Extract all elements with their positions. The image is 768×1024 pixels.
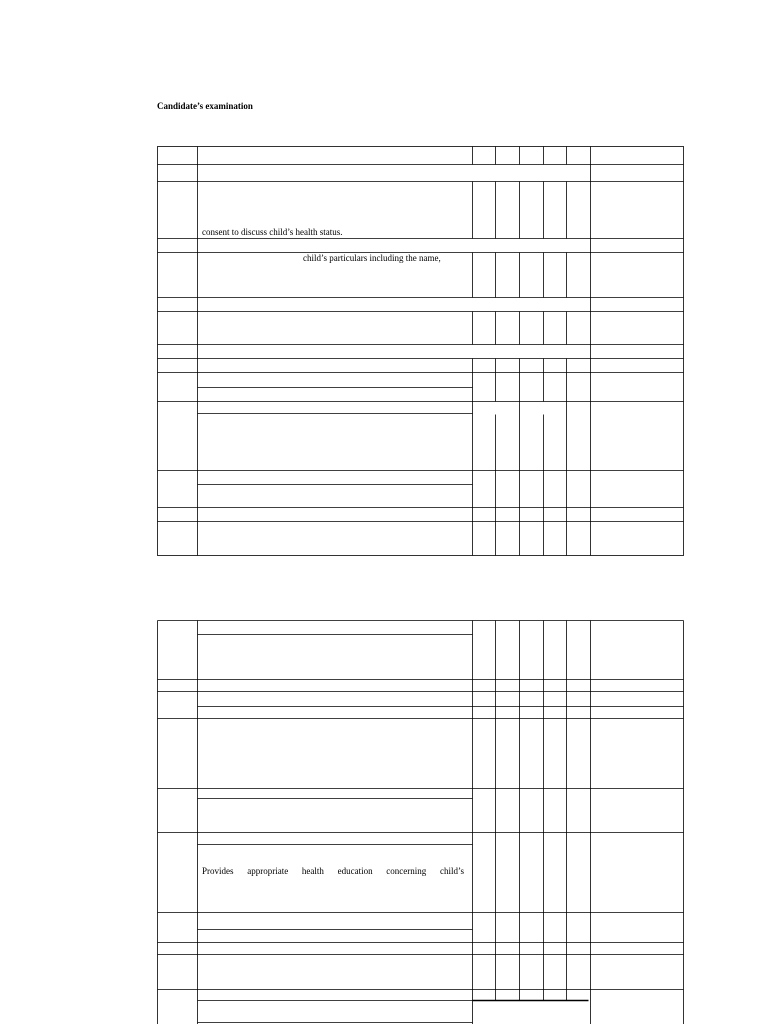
- consent-text: consent to discuss child’s health status.: [202, 227, 343, 237]
- document-title: Candidate’s examination: [157, 101, 253, 111]
- particulars-text: child’s particulars including the name,: [303, 253, 441, 263]
- health-education-text: Provides appropriate health education concerning child’s: [202, 866, 464, 876]
